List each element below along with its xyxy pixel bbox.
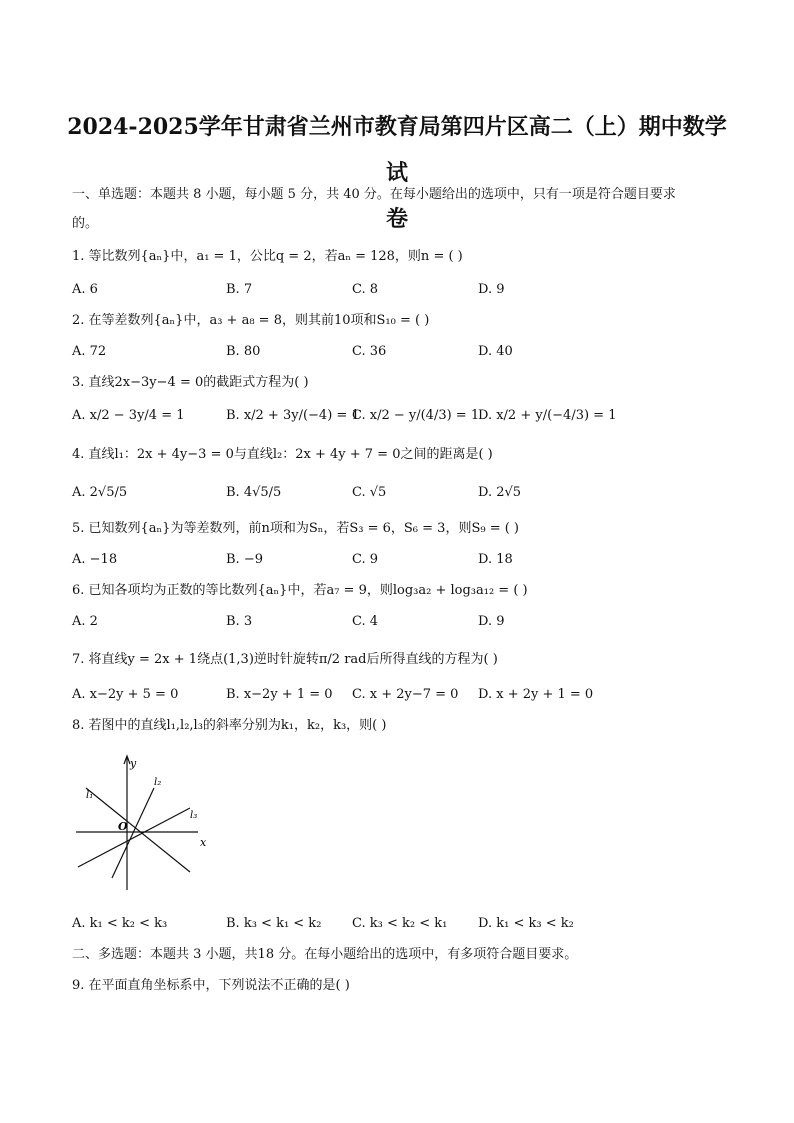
question-stem: 2. 在等差数列{aₙ}中，a₃ + a₈ = 8，则其前10项和S₁₀ = ( ) — [72, 313, 430, 328]
option-d: D. 9 — [478, 614, 505, 629]
y-axis-label: y — [130, 757, 137, 770]
option-b: B. 3 — [226, 614, 253, 629]
question-stem: 7. 将直线y = 2x + 1绕点(1,3)逆时针旋转π/2 rad后所得直线的方程为( ) — [72, 652, 498, 667]
section1-text-1: 本题共 8 小题，每小题 5 分，共 40 分。在每小题给出的选项中，只有一项是符合题目要求 — [150, 187, 676, 202]
l1-label: l₁ — [86, 790, 94, 801]
section2-lead: 二、多选题： — [72, 947, 151, 962]
section2-header — [72, 946, 577, 964]
option-d: D. x/2 + y/(−4/3) = 1 — [478, 408, 617, 423]
option-d: D. 9 — [478, 282, 505, 297]
l3-label: l₃ — [190, 810, 198, 821]
question-stem: 5. 已知数列{aₙ}为等差数列，前n项和为Sₙ，若S₃ = 6，S₆ = 3，则S₉ = ( ) — [72, 521, 519, 536]
question-stem: 6. 已知各项均为正数的等比数列{aₙ}中，若a₇ = 9，则log₃a₂ + log₃a₁₂ = ( ) — [72, 583, 528, 598]
question-stem: 8. 若图中的直线l₁,l₂,l₃的斜率分别为k₁，k₂，k₃，则( ) — [72, 718, 387, 733]
option-b: B. x/2 + 3y/(−4) = 1 — [226, 408, 360, 423]
option-d: D. 18 — [478, 552, 513, 567]
section1-header-cont: 的。 — [72, 216, 99, 231]
option-d: D. 40 — [478, 344, 513, 359]
question-stem: 1. 等比数列{aₙ}中，a₁ = 1，公比q = 2，若aₙ = 128，则n = ( ) — [72, 249, 463, 264]
line-l2 — [112, 788, 154, 878]
origin-label: O — [118, 820, 128, 833]
option-c: C. 36 — [352, 344, 387, 359]
option-c: C. 8 — [352, 282, 379, 297]
option-b: B. −9 — [226, 552, 263, 567]
page-title — [60, 104, 734, 242]
l2-label: l₂ — [154, 777, 162, 788]
option-c: C. 4 — [352, 614, 379, 629]
section1-header — [72, 186, 676, 204]
option-d: D. x + 2y + 1 = 0 — [478, 687, 594, 702]
question-stem: 3. 直线2x−3y−4 = 0的截距式方程为( ) — [72, 375, 309, 390]
option-a: A. k₁ < k₂ < k₃ — [72, 916, 168, 931]
option-a: A. −18 — [72, 552, 118, 567]
question-stem: 4. 直线l₁：2x + 4y−3 = 0与直线l₂：2x + 4y + 7 = 0之间的距离是( ) — [72, 447, 493, 462]
option-b: B. k₃ < k₁ < k₂ — [226, 916, 322, 931]
option-c: C. √5 — [352, 485, 387, 500]
option-a: A. 72 — [72, 344, 107, 359]
option-d: D. 2√5 — [478, 485, 522, 500]
option-a: A. x/2 − 3y/4 = 1 — [72, 408, 185, 423]
option-c: C. x/2 − y/(4/3) = 1 — [352, 408, 480, 423]
option-a: A. 2√5/5 — [72, 485, 128, 500]
title-line-1: 2024-2025学年甘肃省兰州市教育局第四片区高二（上）期中数学试 — [67, 114, 727, 186]
option-b: B. 80 — [226, 344, 261, 359]
option-b: B. 4√5/5 — [226, 485, 282, 500]
option-a: A. x−2y + 5 = 0 — [72, 687, 179, 702]
lines-figure — [72, 750, 222, 898]
section1-lead: 一、单选题： — [72, 187, 151, 202]
option-a: A. 2 — [72, 614, 98, 629]
option-b: B. x−2y + 1 = 0 — [226, 687, 333, 702]
option-c: C. x + 2y−7 = 0 — [352, 687, 459, 702]
option-d: D. k₁ < k₃ < k₂ — [478, 916, 574, 931]
section2-text: 本题共 3 小题，共18 分。在每小题给出的选项中，有多项符合题目要求。 — [150, 947, 578, 962]
question-stem: 9. 在平面直角坐标系中，下列说法不正确的是( ) — [72, 978, 350, 993]
x-axis-label: x — [200, 836, 207, 849]
line-l1 — [86, 788, 190, 872]
option-b: B. 7 — [226, 282, 253, 297]
option-a: A. 6 — [72, 282, 98, 297]
title-line-2: 卷 — [385, 206, 408, 232]
option-c: C. k₃ < k₂ < k₁ — [352, 916, 448, 931]
option-c: C. 9 — [352, 552, 379, 567]
